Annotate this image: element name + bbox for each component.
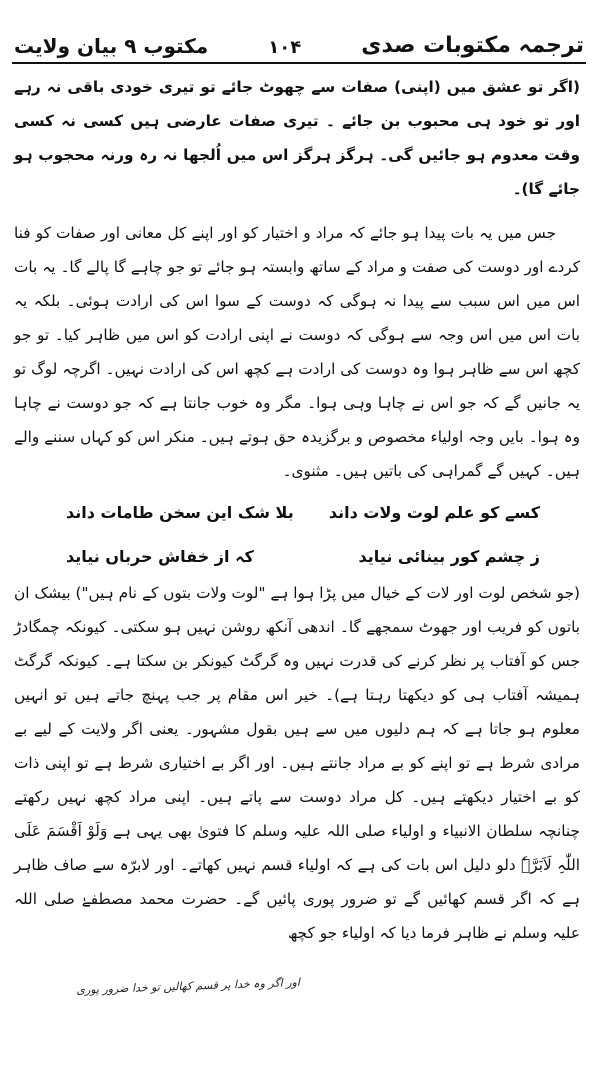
paragraph-after-verse: (جو شخص لوت اور لات کے خیال میں پڑا ہوا ہے "لوت ولات بتوں کے نام ہیں") بیشک ان باتوں کو فریب اور جھوٹ سمجھے گا۔ اندھی آنکھ روشن نہیں ہو سکتی۔ کیونکہ چمگادڑ جس کو آفتاب پر نظر کرنے کی قدرت نہیں وہ گرگٹ کیونکر بن سکتا ہے۔ کیونکہ گرگٹ ہمیشہ آفتاب ہی کو دیکھتا رہتا ہے)۔ خیر اس مقام پر جب پہنچ جاتے ہیں تو انہیں معلوم ہو جاتا ہے کہ ہم دلیوں میں سے ہیں بقول مشہور۔ یعنی اگر ولایت کے لیے بے مرادی شرط ہے تو اپنے کو بے مراد جانتے ہیں۔ اور اگر بے اختیاری شرط ہے تو اپنی ذات کو بے اختیار دیکھتے ہیں۔ کل مراد دوست سے پاتے ہیں۔ اپنی مراد کچھ نہیں رکھتے چنانچہ سلطان الانبیاء و اولیاء صلی اللہ علیہ وسلم کا فتویٰ بھی یہی ہے وَلَوْ اَقْسَمَ عَلَی اللّٰہِ لَاَبَرَّہٗ دلو دلیل اس بات کی ہے کہ اولیاء قسم نہیں کھاتے۔ اور لابرّہ سے صاف ظاہر ہے کہ اگر قسم کھائیں گے تو ضرور پوری پائیں گے۔ حضرت محمد مصطفےٰ صلی اللہ علیہ وسلم نے ظاہر فرما دیا کہ اولیاء جو کچھ [14, 584, 580, 942]
paragraph-intro: (اگر تو عشق میں (اپنی) صفات سے چھوٹ جائے تو تیری خودی باقی نہ رہے اور تو خود ہی محبوب بن جائے ۔ تیری صفات عارضی ہیں کسی نہ کسی وقت معدوم ہو جائیں گی۔ ہرگز ہرگز اس میں اُلجھا نہ رہ ورنہ محجوب ہو جائے گا)۔ [14, 78, 580, 198]
verse-1-right: کسے کو علم لوت ولات داند [328, 503, 540, 522]
handwritten-margin-note: اور اگر وہ خدا پر قسم کھالیں تو خدا ضرور پوری [76, 975, 301, 997]
book-title: ترجمہ مکتوبات صدی [361, 33, 584, 58]
verse-2-left: کہ از خفاش حرباں نیاید [66, 547, 254, 566]
verse-1-left: بلا شک این سخن طامات داند [66, 503, 294, 522]
page-number: ۱۰۴ [268, 37, 302, 58]
page-body [14, 70, 580, 1084]
verse-line-1 [14, 494, 580, 532]
header-rule [12, 62, 586, 64]
paragraph-main: جس میں یہ بات پیدا ہو جائے کہ مراد و اختیار کو اور اپنے کل معانی اور صفات کو فنا کردے اور دوست کی صفت و مراد کے ساتھ وابستہ ہو جائے تو جو چاہے گا پالے گا۔ یہ بات اس میں اس سبب سے پیدا نہ ہوگی کہ دوست کے سوا اس کی ارادت ہوئی۔ بلکہ یہ بات اس میں اس وجہ سے ہوگی کہ دوست نے اپنی ارادت کو اس میں ظاہر کیا۔ تو جو کچھ اس سے ظاہر ہوا وہ دوست کی ارادت ہے کچھ اس کی ارادت نہیں۔ اگرچہ لوگ تو یہ جانیں گے کہ جو اس نے چاہا وہی ہوا۔ مگر وہ خوب جانتا ہے کہ جو دوست نے چاہا وہ ہوا۔ بایں وجہ اولیاء مخصوص و برگزیدہ حق ہوتے ہیں۔ منکر اس کو کہاں سننے والے ہیں۔ کہیں گے گمراہی کی باتیں ہیں۔ مثنوی۔ [14, 224, 580, 480]
section-title: مکتوب ۹ بیان ولایت [14, 34, 209, 58]
page-header [14, 8, 584, 66]
verse-2-right: ز چشم کور بینائی نیاید [358, 547, 540, 566]
verse-line-2 [14, 538, 580, 576]
